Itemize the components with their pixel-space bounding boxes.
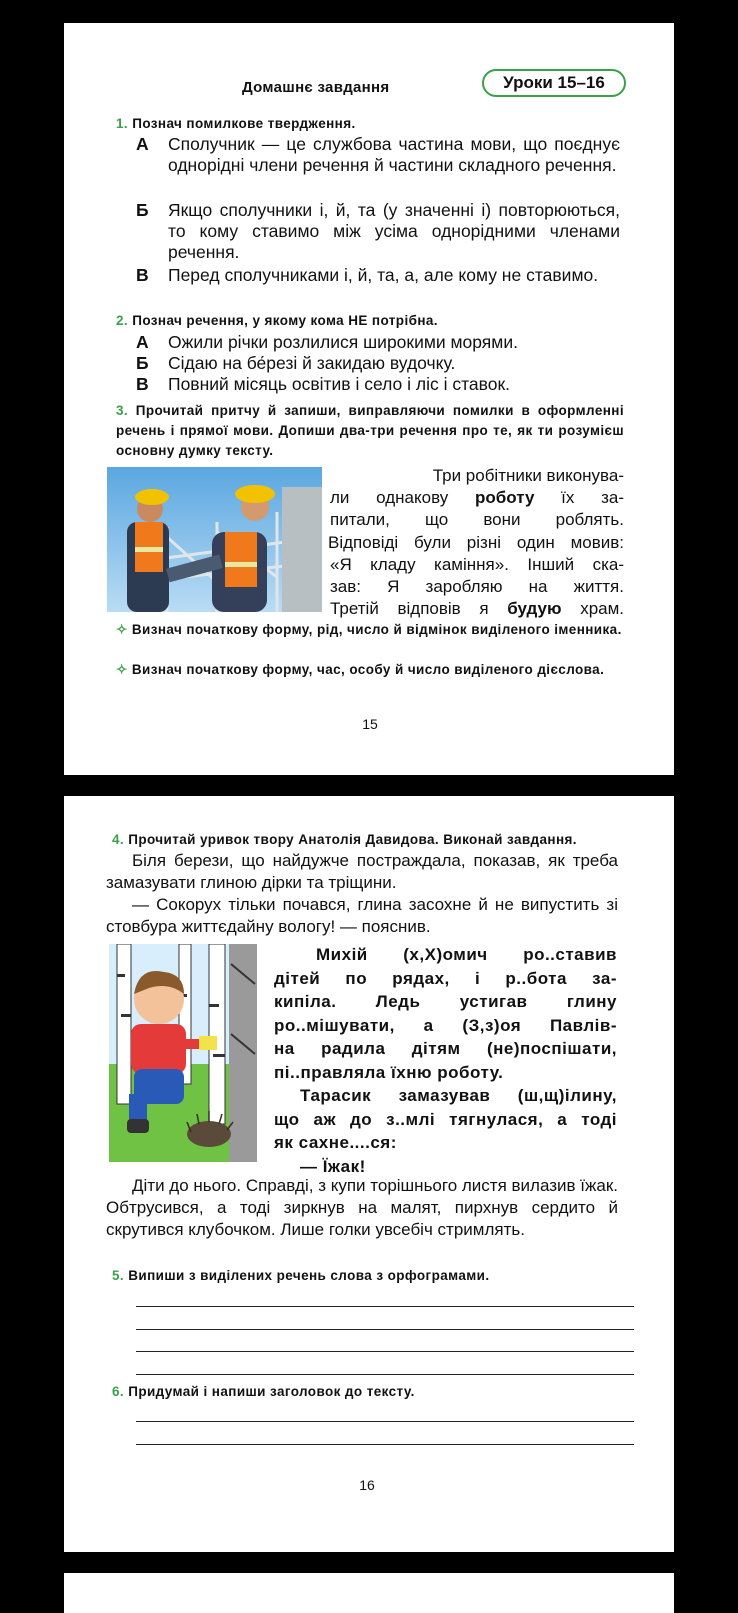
option-b [136, 200, 620, 264]
question-text: Прочитай притчу й запиши, виправляючи помилки в оформленні речень і прямої мови. Допиши два-три речення про те, як ти розумієш основну думку тексту. [116, 403, 624, 458]
task-text: Визнач початкову форму, час, особу й число виділеного дієслова. [131, 662, 605, 677]
option-letter: Б [136, 200, 149, 220]
parable-line: Три робітники виконува- [432, 466, 624, 485]
option-c [136, 374, 620, 396]
option-text: Перед сполучниками і, й, та, а, але кому не ставимо. [168, 265, 599, 285]
answer-line[interactable] [136, 1351, 634, 1352]
paragraph: Біля берези, що найдужче постраждала, показав, як треба замазувати глиною дірки та тріщини. [106, 851, 618, 892]
option-letter: В [136, 265, 149, 285]
question-3 [116, 401, 624, 461]
page-number: 16 [359, 1477, 375, 1493]
answer-line[interactable] [136, 1306, 634, 1307]
answer-line[interactable] [136, 1444, 634, 1445]
bold-line: кипіла. Ледь устигав глину [274, 992, 617, 1011]
task-a [116, 620, 624, 640]
paragraph: Діти до нього. Справді, з купи торішнього листя вилазив їжак. Обтрусився, а тоді зиркнув на малят, пирхнув сердито й скрутився клубочком. Лише голки увсебіч стримлять. [106, 1176, 618, 1239]
text-fragment: їх за- [534, 488, 624, 508]
question-number: 4. [112, 832, 125, 847]
workers-image [107, 467, 322, 612]
text-fragment: Третій відповів я [330, 599, 508, 619]
question-5 [112, 1266, 632, 1286]
option-a [136, 134, 620, 198]
bold-line: як сахне....ся: [274, 1133, 397, 1152]
page-17-partial [64, 1573, 674, 1613]
option-text: Ожили річки розлилися широкими морями. [168, 332, 518, 352]
option-text: Сполучник — це службова частина мови, що поєднує однорідні члени речення й частини складного речення. [168, 134, 620, 175]
boy-hedgehog-illustration [109, 944, 257, 1162]
task-star-icon: ✧ [116, 622, 128, 637]
bold-line: на радила дітям (не)поспішати, [274, 1039, 617, 1058]
question-text: Познач помилкове твердження. [132, 116, 356, 131]
bold-line: ро..мішувати, а (З,з)оя Павлів- [274, 1015, 617, 1035]
question-1 [116, 114, 636, 134]
question-number: 1. [116, 116, 129, 131]
highlighted-passage-2 [274, 1084, 617, 1178]
page-title: Домашнє завдання [242, 79, 390, 96]
task-text: Визнач початкову форму, рід, число й відмінок виділеного іменника. [131, 622, 622, 637]
question-number: 2. [116, 313, 129, 328]
bold-line: пі..правляла їхню роботу. [274, 1062, 504, 1082]
question-text: Придумай і напиши заголовок до тексту. [128, 1384, 415, 1399]
parable-line: питали, що вони роблять. [330, 510, 624, 530]
option-letter: А [136, 134, 149, 154]
bold-line: дітей по рядах, і р..бота за- [274, 968, 617, 988]
answer-line[interactable] [136, 1329, 634, 1330]
lesson-badge: Уроки 15–16 [482, 69, 626, 97]
bold-line: Михій (х,Х)омич ро..ставив [316, 945, 617, 964]
task-star-icon: ✧ [116, 662, 128, 677]
boy-image [109, 944, 257, 1162]
question-text: Прочитай уривок твору Анатолія Давидова. Виконай завдання. [128, 832, 577, 847]
answer-line[interactable] [136, 1374, 634, 1375]
question-number: 5. [112, 1268, 125, 1283]
question-text: Випиши з виділених речень слова з орфограмами. [128, 1268, 490, 1283]
page-number: 15 [362, 716, 378, 732]
question-text: Познач речення, у якому кома НЕ потрібна. [132, 313, 438, 328]
parable-line [330, 487, 624, 509]
option-text: Якщо сполучники і, й, та (у значенні і) повторюються, то кому ставимо між усіма однорідними членами речення. [168, 200, 620, 262]
bold-line: — Їжак! [300, 1156, 366, 1176]
option-b [136, 353, 620, 375]
option-letter: В [136, 374, 149, 394]
highlighted-passage-1 [274, 943, 617, 1084]
question-number: 6. [112, 1384, 125, 1399]
question-6 [112, 1382, 632, 1402]
parable-line [330, 598, 624, 620]
highlighted-verb: будую [507, 599, 562, 619]
parable-text [330, 465, 624, 620]
option-letter: Б [136, 353, 149, 373]
option-a [136, 332, 620, 354]
workers-illustration [107, 467, 322, 612]
text-fragment: храм. [561, 599, 625, 619]
task-b [116, 660, 624, 680]
page-15 [64, 23, 674, 775]
parable-line: «Я кладу каміння». Інший ска- [330, 554, 624, 574]
answer-line[interactable] [136, 1421, 634, 1422]
option-c [136, 265, 620, 309]
bold-line: що аж до з..млі тягнулася, а тоді [274, 1109, 617, 1129]
parable-line: Відповіді були різні один мовив: [328, 532, 624, 552]
option-text: Сідаю на бе́резі й закидаю вудочку. [168, 353, 456, 373]
page-16 [64, 796, 674, 1552]
bold-line: Тарасик замазував (ш,щ)ілину, [300, 1086, 617, 1105]
question-2 [116, 311, 636, 331]
option-text: Повний місяць освітив і село і ліс і ставок. [168, 374, 510, 394]
question-number: 3. [116, 403, 129, 418]
highlighted-noun: роботу [474, 488, 535, 508]
paragraph: — Сокорух тільки почався, глина засохне й не випустить зі стовбура життєдайну вологу! — пояснив. [106, 895, 618, 936]
question-4 [112, 830, 632, 850]
option-letter: А [136, 332, 149, 352]
parable-line: зав: Я заробляю на життя. [330, 577, 624, 597]
text-fragment: ли однакову [330, 488, 475, 508]
